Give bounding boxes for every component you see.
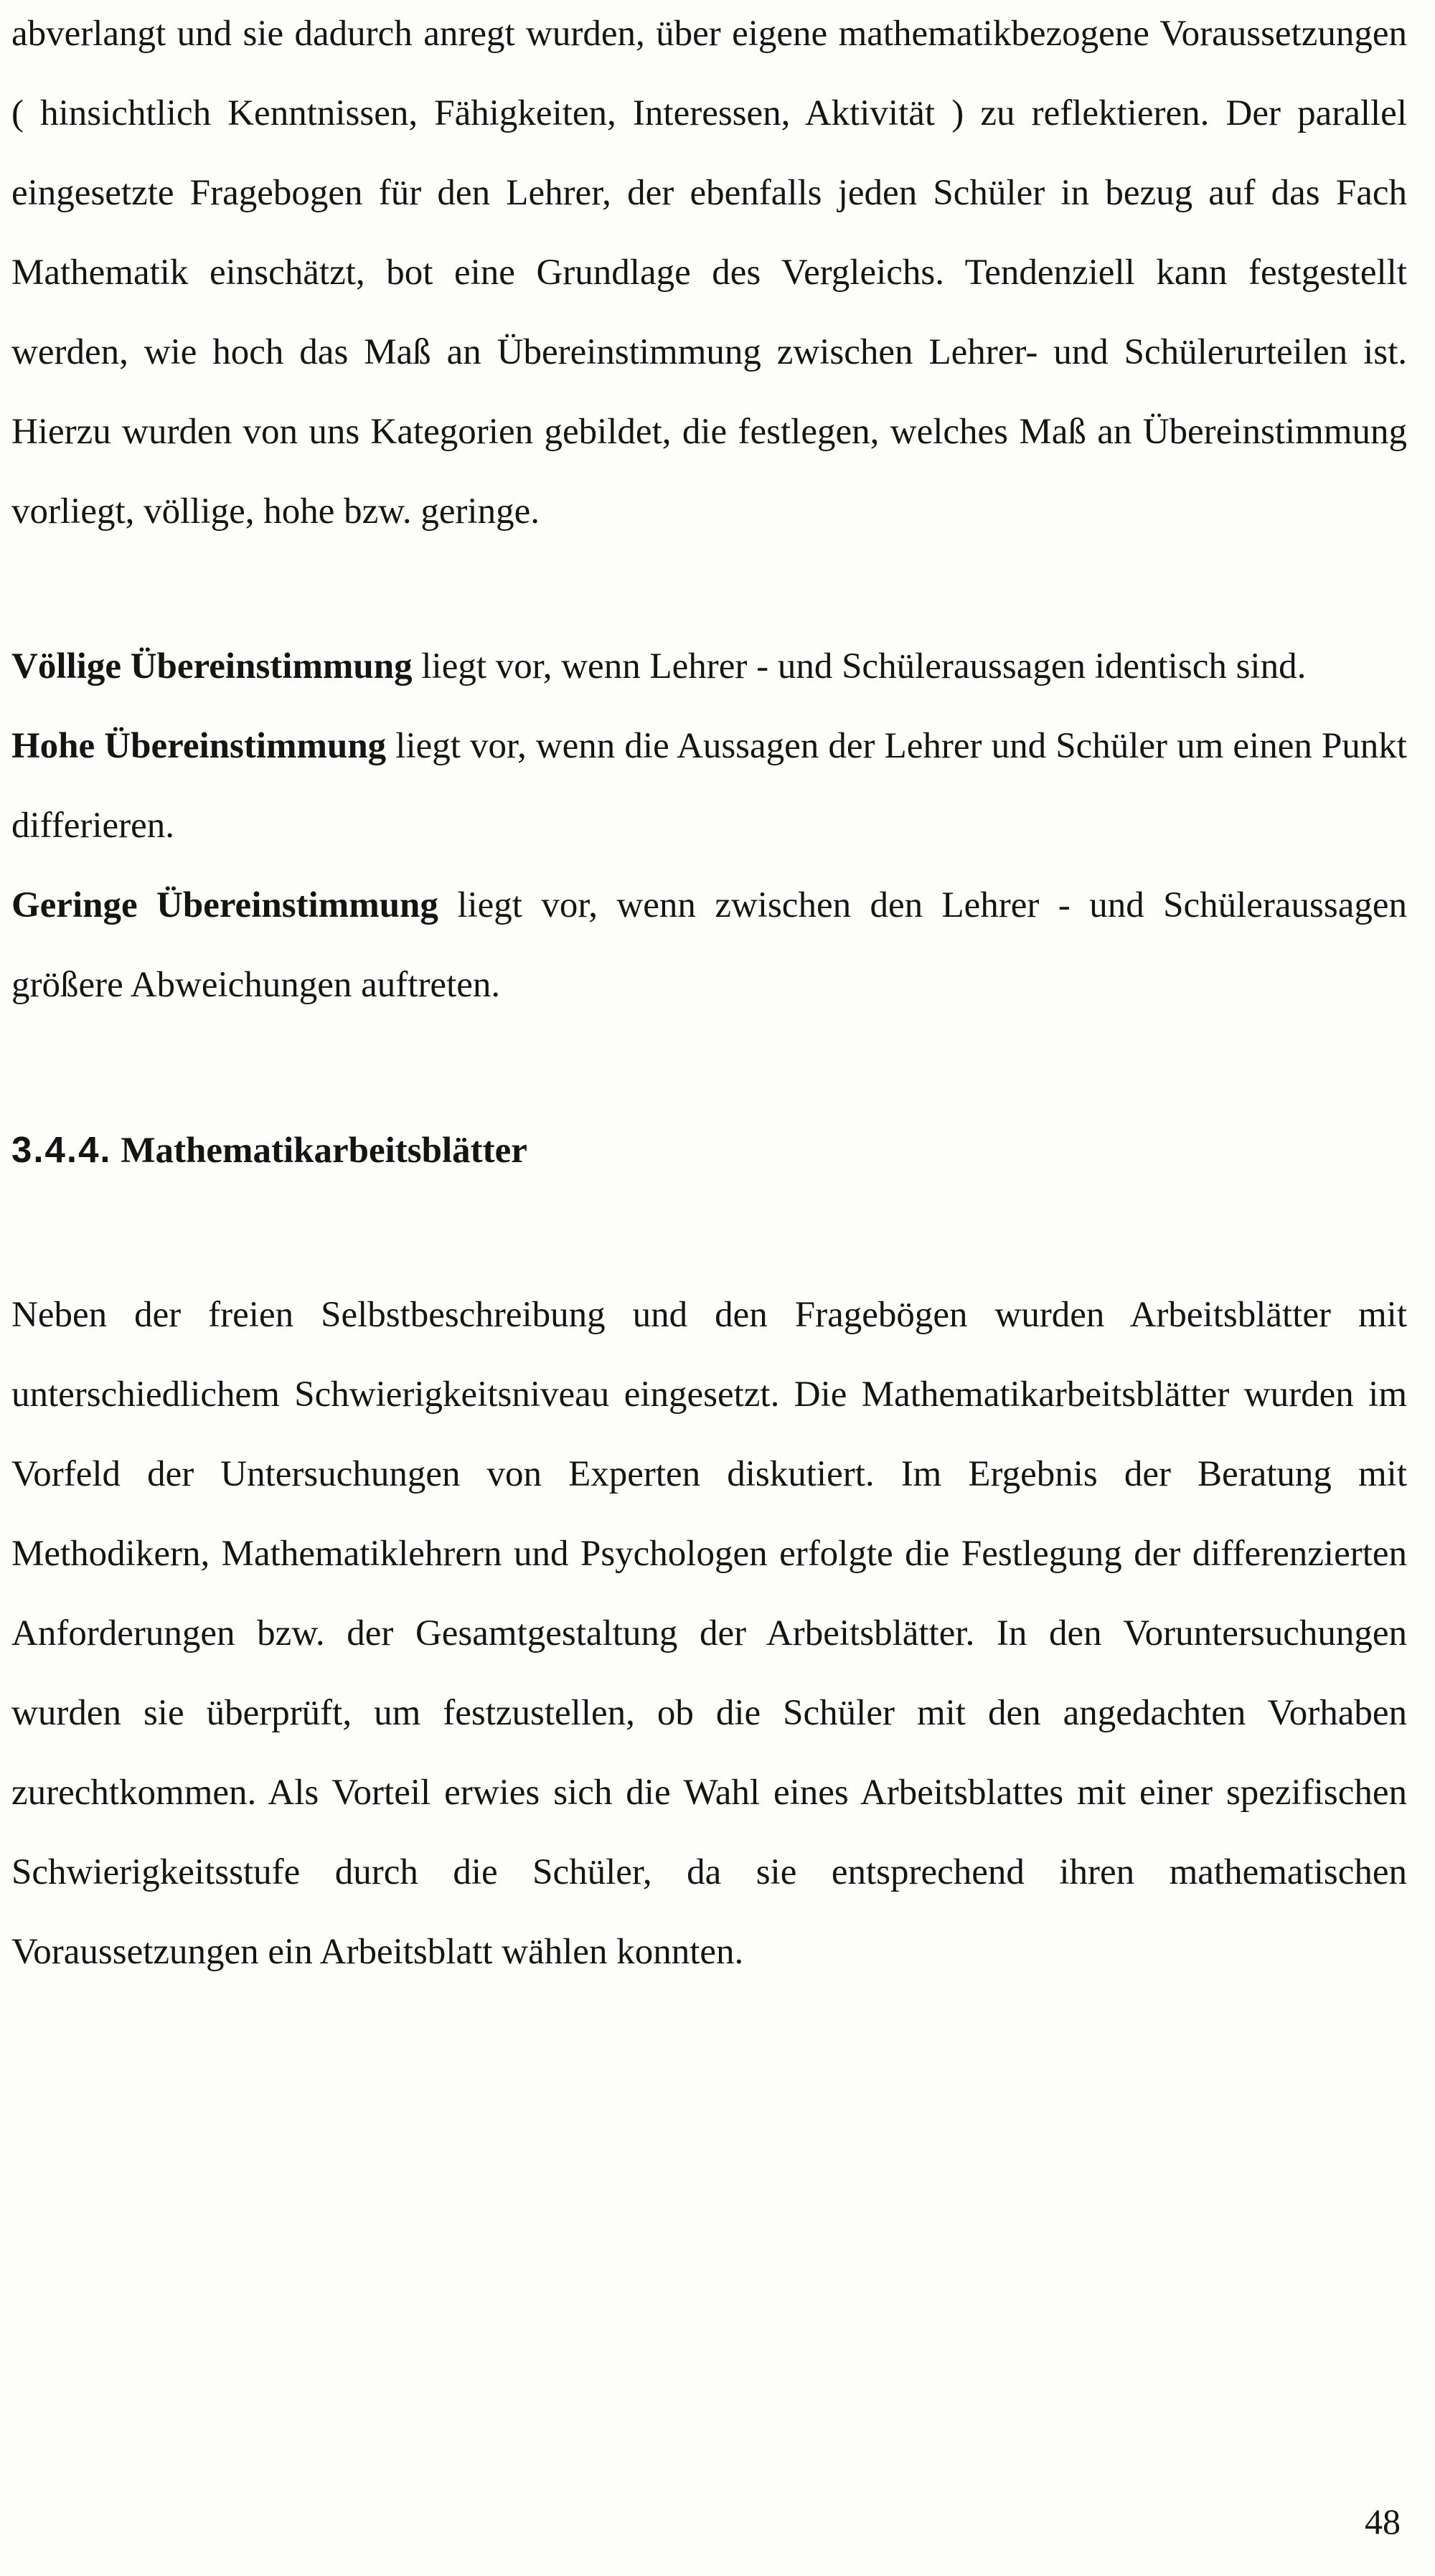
definition-term: Hohe Übereinstimmung (11, 726, 387, 766)
spacer (11, 552, 1407, 627)
definition-voellige (11, 627, 1407, 707)
spacer (11, 1025, 1407, 1110)
definition-geringe (11, 866, 1407, 1025)
definition-text: liegt vor, wenn zwischen den Lehrer - und Schüleraussagen größere Abweichungen auftreten. (11, 885, 1407, 1005)
spacer (11, 1191, 1407, 1275)
page-number: 48 (1365, 2501, 1401, 2542)
definition-term: Völlige Übereinstimmung (11, 646, 413, 687)
section-title: Mathematikarbeitsblätter (121, 1131, 527, 1171)
definition-text: liegt vor, wenn die Aussagen der Lehrer und Schüler um einen Punkt differieren. (11, 726, 1407, 846)
section-body-paragraph: Neben der freien Selbstbeschreibung und den Fragebögen wurden Arbeitsblätter mit unterschiedlichem Schwierigkeitsniveau eingesetzt. Die Mathematikarbeitsblätter wurden im Vorfeld der Untersuchungen von Experten diskutiert. Im Ergebnis der Beratung mit Methodikern, Mathematiklehrern und Psychologen erfolgte die Festlegung der differenzierten Anforderungen bzw. der Gesamtgestaltung der Arbeitsblätter. In den Voruntersuchungen wurden sie überprüft, um festzustellen, ob die Schüler mit den angedachten Vorhaben zurechtkommen. Als Vorteil erwies sich die Wahl eines Arbeitsblattes mit einer spezifischen Schwierigkeitsstufe durch die Schüler, da sie entsprechend ihren mathematischen Voraussetzungen ein Arbeitsblatt wählen konnten. (11, 1295, 1407, 1972)
definition-text: liegt vor, wenn Lehrer - und Schüleraussagen identisch sind. (412, 646, 1307, 687)
definition-hohe (11, 707, 1407, 866)
definition-term: Geringe Übereinstimmung (11, 885, 438, 925)
section-heading (11, 1110, 1407, 1191)
page-content (11, 0, 1407, 1992)
section-number: 3.4.4. (11, 1129, 112, 1170)
intro-paragraph: abverlangt und sie dadurch anregt wurden, über eigene mathematikbezogene Voraussetzungen ( hinsichtlich Kenntnissen, Fähigkeiten, Interessen, Aktivität ) zu reflektieren. Der parallel eingesetzte Fragebogen für den Lehrer, der ebenfalls jeden Schüler in bezug auf das Fach Mathematik einschätzt, bot eine Grundlage des Vergleichs. Tendenziell kann festgestellt werden, wie hoch das Maß an Übereinstimmung zwischen Lehrer- und Schülerurteilen ist. Hierzu wurden von uns Kategorien gebildet, die festlegen, welches Maß an Übereinstimmung vorliegt, völlige, hohe bzw. geringe. (11, 14, 1407, 532)
